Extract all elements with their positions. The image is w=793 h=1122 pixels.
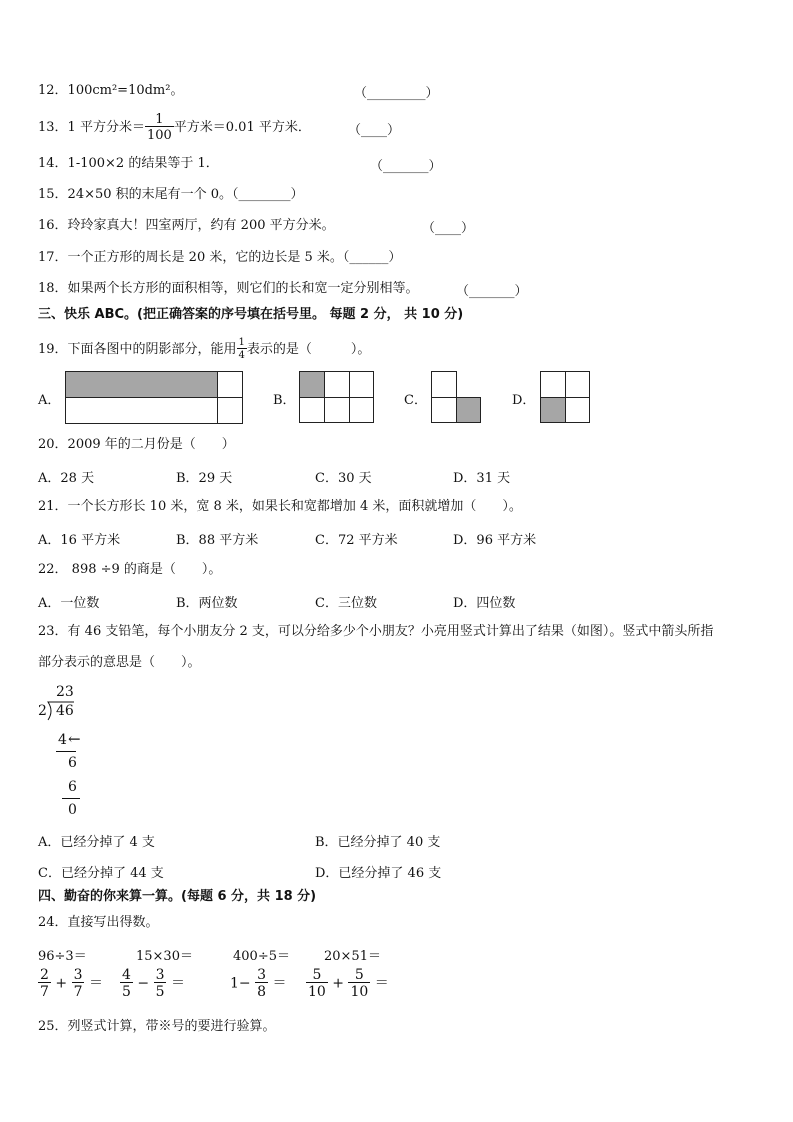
q21-option-b[interactable]: B．88 平方米: [176, 533, 259, 548]
q22-stem: 22． 898 ÷9 的商是（ ）。: [38, 562, 222, 577]
q24-fraction-item-3[interactable]: 1− $\frac{3}{8}$ ＝: [230, 967, 287, 1000]
q19-stem: 19．下面各图中的阴影部分，能用 $\frac{1}{4}$ 表示的是（ ）。: [38, 337, 371, 361]
q22-option-d[interactable]: D．四位数: [453, 596, 516, 611]
q23-option-a[interactable]: A．已经分掉了 4 支: [38, 835, 155, 850]
q24-item-3[interactable]: 400÷5＝: [233, 949, 290, 964]
q19-option-c-label[interactable]: C．: [404, 393, 427, 408]
q24-item-1[interactable]: 96÷3＝: [38, 949, 87, 964]
q18-text: 18．如果两个长方形的面积相等，则它们的长和宽一定分别相等。: [38, 281, 419, 296]
q19-option-a-label[interactable]: A．: [38, 393, 61, 408]
q24-stem: 24．直接写出得数。: [38, 915, 159, 930]
q20-option-b[interactable]: B．29 天: [176, 471, 233, 486]
q23-option-b[interactable]: B．已经分掉了 40 支: [315, 835, 441, 850]
q24-item-4[interactable]: 20×51＝: [324, 949, 381, 964]
long-division-figure: [38, 684, 98, 824]
q19-option-b-label[interactable]: B．: [273, 393, 296, 408]
q17-text[interactable]: 17．一个正方形的周长是 20 米，它的边长是 5 米。（______）: [38, 250, 402, 265]
q20-option-c[interactable]: C．30 天: [315, 471, 372, 486]
q19-figure-a[interactable]: [65, 371, 243, 424]
arrow-left-icon: ←: [68, 730, 81, 748]
q18-answer-blank[interactable]: （_______）: [456, 284, 528, 299]
q23-option-c[interactable]: C．已经分掉了 44 支: [38, 866, 164, 881]
q22-option-b[interactable]: B．两位数: [176, 596, 238, 611]
q19-option-d-label[interactable]: D．: [512, 393, 536, 408]
q14-answer-blank[interactable]: （_______）: [370, 159, 442, 174]
q14-text: 14．1-100×2 的结果等于 1．: [38, 156, 219, 171]
q22-option-c[interactable]: C．三位数: [315, 596, 377, 611]
section-4-heading: 四、勤奋的你来算一算。(每题 6 分，共 18 分): [38, 889, 317, 904]
q12-text: 12．100cm²=10dm²。: [38, 83, 184, 98]
division-line-2: [62, 798, 80, 799]
q24-item-2[interactable]: 15×30＝: [136, 949, 193, 964]
q19-figure-c[interactable]: [431, 371, 481, 423]
q19-figure-d[interactable]: [540, 371, 590, 423]
q23-stem-line-1: 23．有 46 支铅笔，每个小朋友分 2 支，可以分给多少个小朋友？小亮用竖式计算出了结果（如图）。竖式中箭头所指: [38, 624, 714, 639]
q21-stem: 21．一个长方形长 10 米，宽 8 米，如果长和宽都增加 4 米，面积就增加（ ）。: [38, 499, 522, 514]
q21-option-d[interactable]: D．96 平方米: [453, 533, 537, 548]
q13-text: 13．1 平方分米＝ $\frac{1}{100}$ 平方米＝0.01 平方米．: [38, 112, 311, 143]
division-remainder-1: 6: [68, 755, 77, 771]
division-divisor: 2: [38, 703, 47, 719]
q13-fraction: $\frac{1}{100}$: [146, 112, 172, 143]
q15-text[interactable]: 15．24×50 积的末尾有一个 0。（________）: [38, 187, 304, 202]
q21-option-a[interactable]: A．16 平方米: [38, 533, 121, 548]
division-line-1: [56, 751, 76, 752]
q13-answer-blank[interactable]: （____）: [348, 123, 401, 138]
division-step-2: 6: [68, 779, 77, 795]
section-3-heading: 三、快乐 ABC。(把正确答案的序号填在括号里。 每题 2 分， 共 10 分): [38, 307, 464, 322]
q25-stem: 25．列竖式计算，带※号的要进行验算。: [38, 1019, 276, 1034]
q12-answer-blank[interactable]: （_________）: [354, 86, 439, 101]
q19-fraction: $\frac{1}{4}$: [238, 337, 245, 361]
q20-stem: 20．2009 年的二月份是（ ）: [38, 437, 235, 452]
q16-answer-blank[interactable]: （____）: [422, 221, 475, 236]
q24-fraction-item-4[interactable]: $\frac{5}{10}$ + $\frac{5}{10}$ ＝: [308, 967, 389, 1000]
division-quotient: 23: [56, 684, 74, 700]
q22-option-a[interactable]: A．一位数: [38, 596, 100, 611]
q19-figure-b[interactable]: [299, 371, 374, 423]
q24-fraction-item-1[interactable]: $\frac{2}{7}$ + $\frac{3}{7}$ ＝: [40, 967, 103, 1000]
q23-stem-line-2: 部分表示的意思是（ ）。: [38, 655, 201, 670]
division-dividend: 46: [56, 703, 74, 719]
q16-text: 16．玲玲家真大！四室两厅，约有 200 平方分米。: [38, 218, 335, 233]
q21-option-c[interactable]: C．72 平方米: [315, 533, 398, 548]
division-remainder-2: 0: [68, 802, 77, 818]
q20-option-a[interactable]: A．28 天: [38, 471, 95, 486]
q24-fraction-item-2[interactable]: $\frac{4}{5}$ − $\frac{3}{5}$ ＝: [122, 967, 185, 1000]
division-step-1: 4: [58, 732, 67, 748]
q23-option-d[interactable]: D．已经分掉了 46 支: [315, 866, 442, 881]
q20-option-d[interactable]: D．31 天: [453, 471, 511, 486]
